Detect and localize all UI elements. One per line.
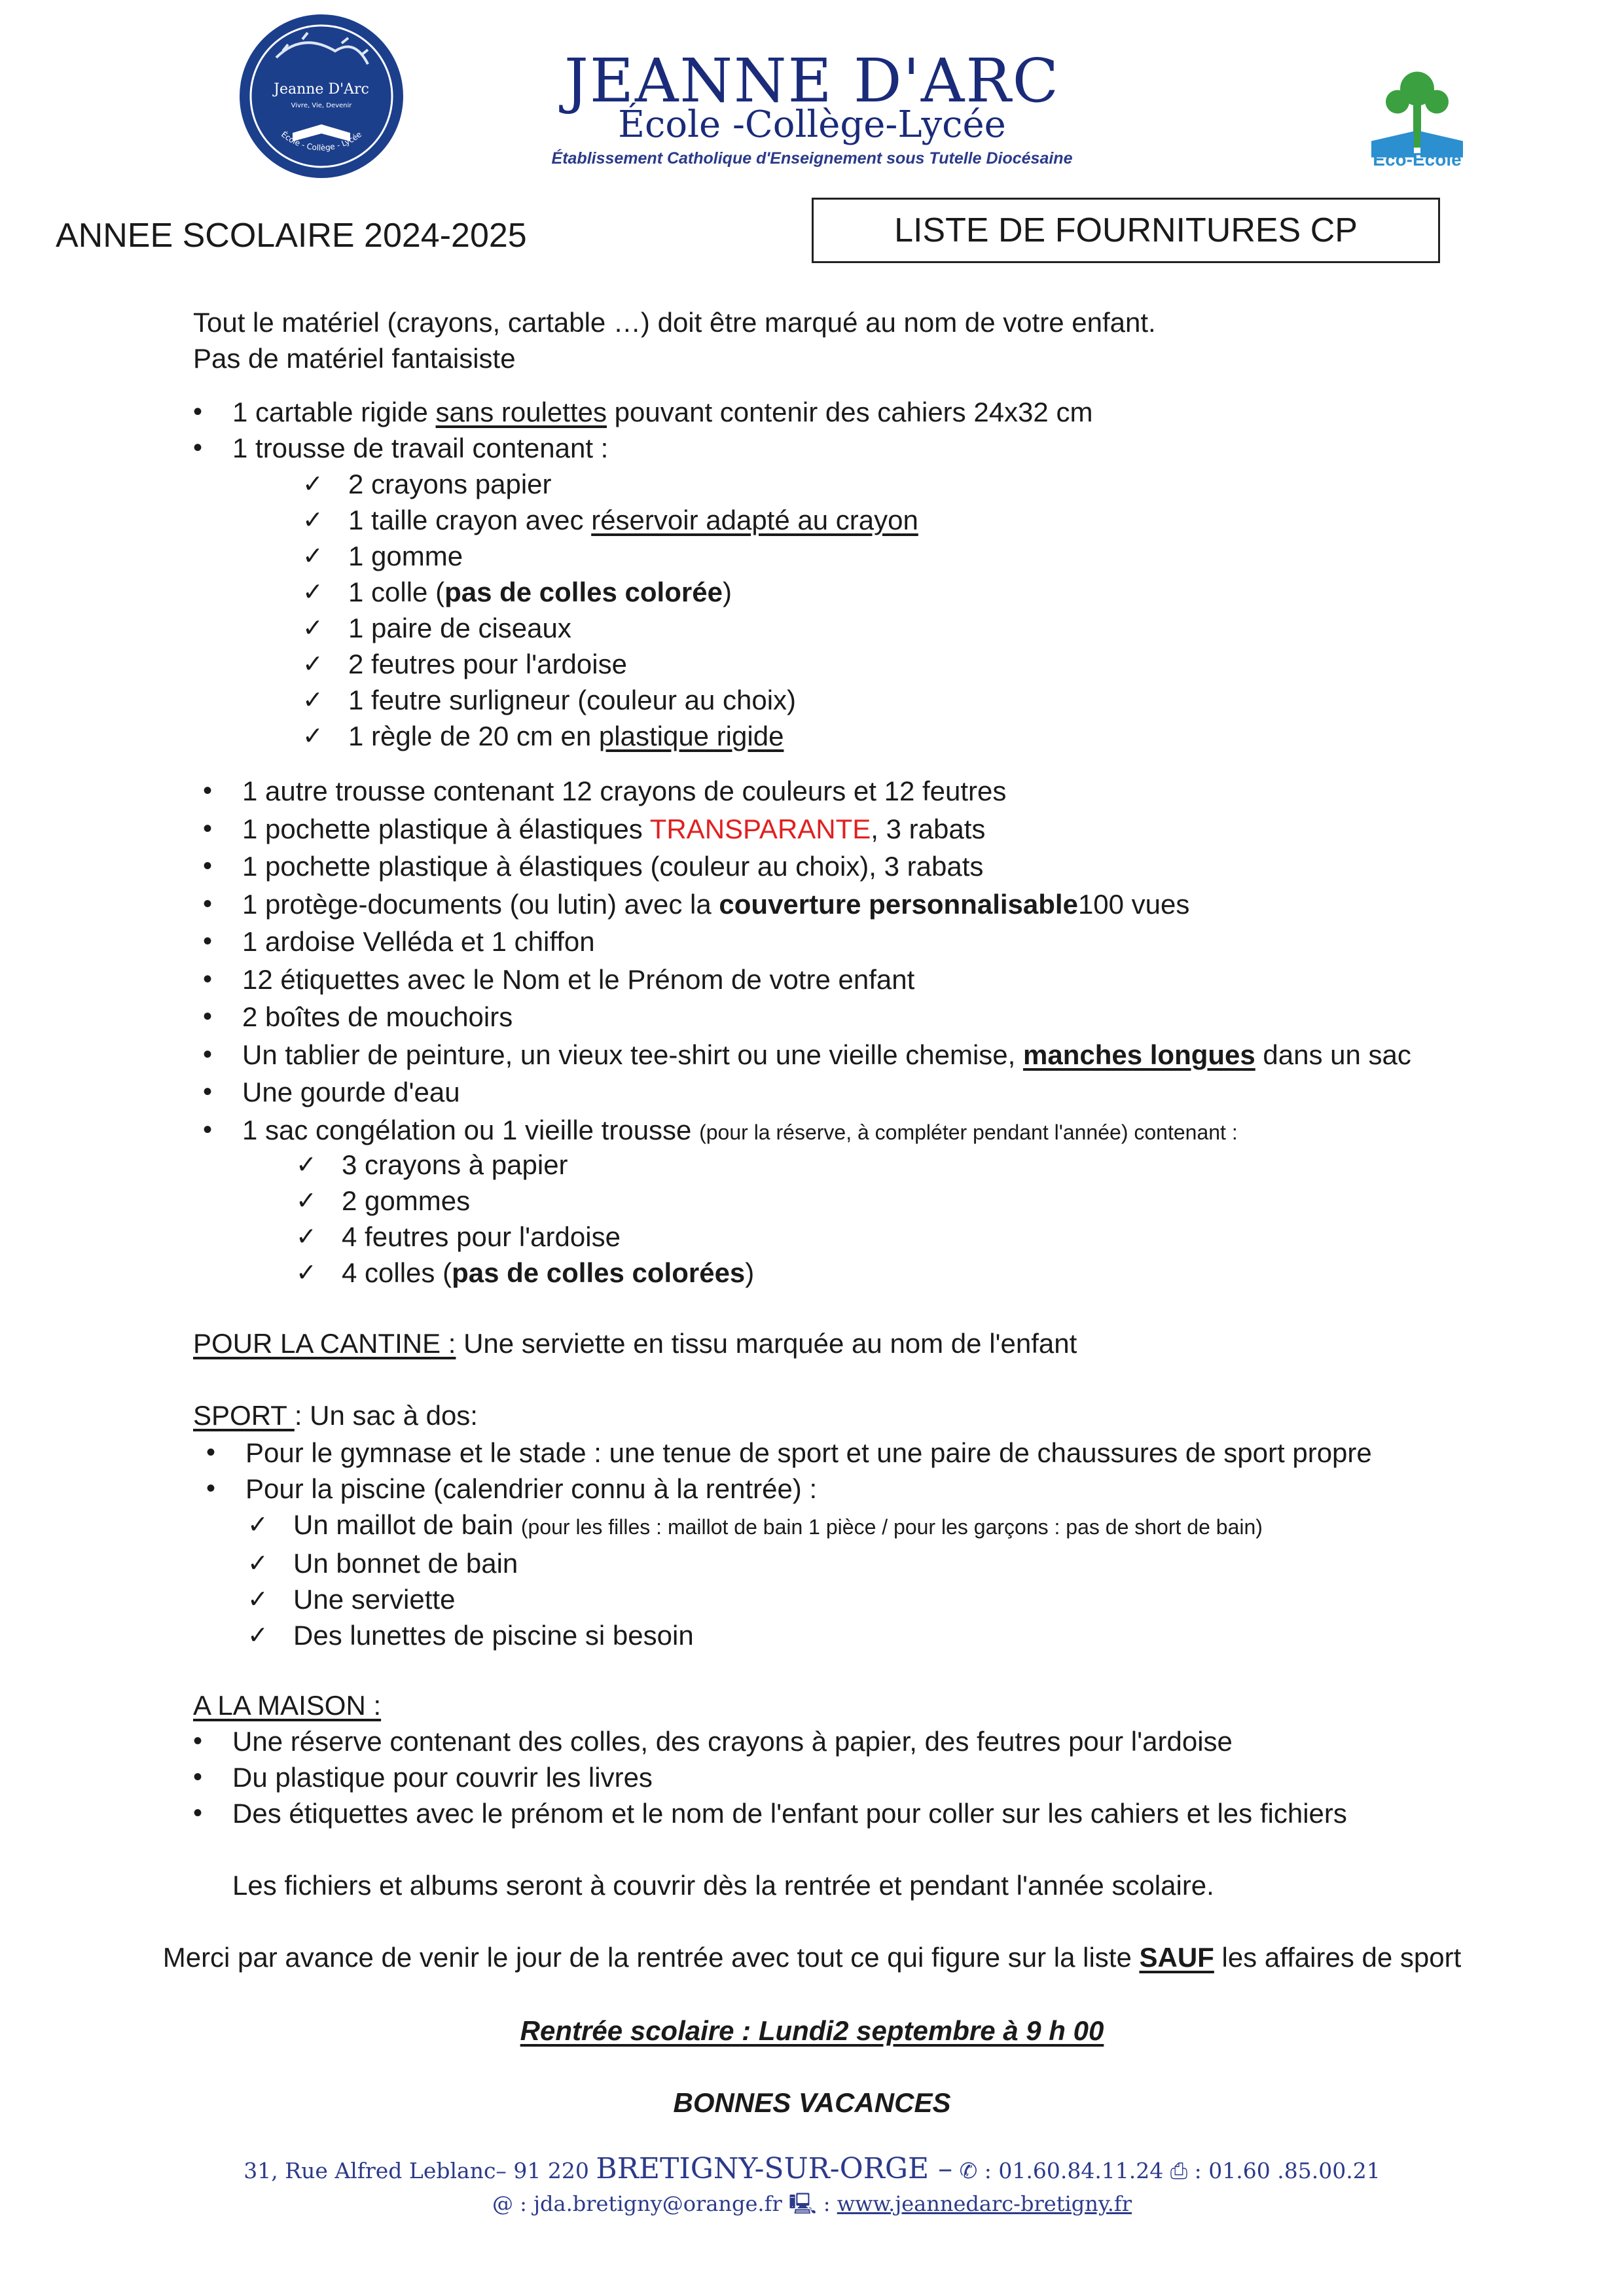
list-item: ✓ 1 gomme (302, 538, 918, 574)
maison-note: Les fichiers et albums seront à couvrir dès la rentrée et pendant l'année scolaire. (232, 1870, 1214, 1901)
list-item: ✓ 4 colles (pas de colles colorées) (296, 1255, 754, 1291)
list-item: • Pour la piscine (calendrier connu à la rentrée) : (206, 1471, 1372, 1507)
list-item: ✓ 2 crayons papier (302, 466, 918, 502)
intro-line-2: Pas de matériel fantaisiste (193, 343, 516, 374)
list-item: ✓ Un bonnet de bain (247, 1545, 1263, 1581)
piscine-contents (247, 1507, 1263, 1653)
school-name: JEANNE D'ARC (564, 46, 1060, 116)
footer-address: 31, Rue Alfred Leblanc– 91 220 BRETIGNY-SUR-ORGE – ✆ : 01.60.84.11.24 ⎙ : 01.60 .85.00.21 (244, 2152, 1380, 2185)
list-item: ✓ 4 feutres pour l'ardoise (296, 1219, 754, 1255)
maison-list (193, 1723, 1347, 1831)
merci-line: Merci par avance de venir le jour de la rentrée avec tout ce qui figure sur la liste SAUF les affaires de sport (162, 1942, 1462, 1973)
eco-ecole-label: Eco-Ecole (1373, 149, 1462, 170)
list-item: ✓ 1 feutre surligneur (couleur au choix) (302, 682, 918, 718)
list-item: • 1 protège-documents (ou lutin) avec la couverture personnalisable100 vues (203, 886, 1411, 924)
computer-icon: 🖳 (788, 2191, 817, 2216)
list-item: • Une gourde d'eau (203, 1073, 1411, 1111)
list-item: ✓ 1 taille crayon avec réservoir adapté au crayon (302, 502, 918, 538)
trousse-contents (302, 466, 918, 754)
sport-heading: SPORT : Un sac à dos: (193, 1400, 478, 1431)
list-item: ✓ 3 crayons à papier (296, 1147, 754, 1183)
list-item: • 1 autre trousse contenant 12 crayons de couleurs et 12 feutres (203, 772, 1411, 810)
list-item: • Du plastique pour couvrir les livres (193, 1759, 1347, 1795)
logo-motto: Vivre, Vie, Devenir (291, 102, 352, 109)
list-item: • Une réserve contenant des colles, des crayons à papier, des feutres pour l'ardoise (193, 1723, 1347, 1759)
email-text: jda.bretigny@orange.fr (533, 2191, 782, 2216)
list-item: ✓ Des lunettes de piscine si besoin (247, 1617, 1263, 1653)
intro-line-1: Tout le matériel (crayons, cartable …) doit être marqué au nom de votre enfant. (193, 307, 1156, 338)
logo-text: Jeanne D'Arc (274, 81, 369, 98)
list-item: ✓ 1 colle (pas de colles colorée) (302, 574, 918, 610)
list-item: • Pour le gymnase et le stade : une tenue de sport et une paire de chaussures de sport propre (206, 1435, 1372, 1471)
list-item: • 1 sac congélation ou 1 vieille trousse (pour la réserve, à compléter pendant l'année) contenant : (203, 1111, 1411, 1152)
list-item: • 2 boîtes de mouchoirs (203, 998, 1411, 1036)
school-year: ANNEE SCOLAIRE 2024-2025 (56, 217, 527, 255)
list-item: • 12 étiquettes avec le Nom et le Prénom de votre enfant (203, 961, 1411, 999)
supplies-list-2 (203, 772, 1411, 1151)
list-item: ✓ Une serviette (247, 1581, 1263, 1617)
fax-icon: ⎙ (1170, 2158, 1188, 2183)
reserve-contents (296, 1147, 754, 1291)
cantine-section (193, 1325, 1077, 1361)
sport-list (206, 1435, 1372, 1507)
list-item: • Un tablier de peinture, un vieux tee-shirt ou une vieille chemise, manches longues dans un sac (203, 1036, 1411, 1074)
list-item: ✓ 2 feutres pour l'ardoise (302, 646, 918, 682)
maison-heading: A LA MAISON : (193, 1690, 382, 1721)
list-item: • 1 cartable rigide sans roulettes pouvant contenir des cahiers 24x32 cm (193, 394, 1092, 430)
list-item: ✓ 1 règle de 20 cm en plastique rigide (302, 718, 918, 754)
cantine-text: Une serviette en tissu marquée au nom de l'enfant (456, 1328, 1077, 1359)
list-item: ✓ Un maillot de bain (pour les filles : maillot de bain 1 pièce / pour les garçons : pas de short de bain) (247, 1507, 1263, 1545)
phone-icon: ✆ (959, 2158, 978, 2183)
list-item: ✓ 1 paire de ciseaux (302, 610, 918, 646)
list-title-box (812, 198, 1440, 263)
list-item: • Des étiquettes avec le prénom et le nom de l'enfant pour coller sur les cahiers et les fichiers (193, 1795, 1347, 1831)
supplies-list-1 (193, 394, 1092, 466)
rentree-date: Rentrée scolaire : Lundi2 septembre à 9 h 00 (520, 2015, 1104, 2046)
list-item: • 1 ardoise Velléda et 1 chiffon (203, 923, 1411, 961)
website-link[interactable]: www.jeannedarc-bretigny.fr (837, 2191, 1132, 2216)
list-item: • 1 pochette plastique à élastiques TRANSPARANTE, 3 rabats (203, 810, 1411, 848)
list-title: LISTE DE FOURNITURES CP (894, 211, 1358, 249)
cantine-heading: POUR LA CANTINE : (193, 1328, 456, 1359)
list-item: • 1 trousse de travail contenant : (193, 430, 1092, 466)
footer-contact: @ : jda.bretigny@orange.fr 🖳 : www.jeannedarc-bretigny.fr (492, 2191, 1132, 2216)
logo-ring-text: École - Collège - Lycée (279, 130, 364, 152)
school-levels: École -Collège-Lycée (618, 103, 1006, 146)
school-tagline: Établissement Catholique d'Enseignement sous Tutelle Diocésaine (551, 149, 1073, 168)
list-item: • 1 pochette plastique à élastiques (couleur au choix), 3 rabats (203, 848, 1411, 886)
bonnes-vacances: BONNES VACANCES (673, 2087, 951, 2118)
list-item: ✓ 2 gommes (296, 1183, 754, 1219)
